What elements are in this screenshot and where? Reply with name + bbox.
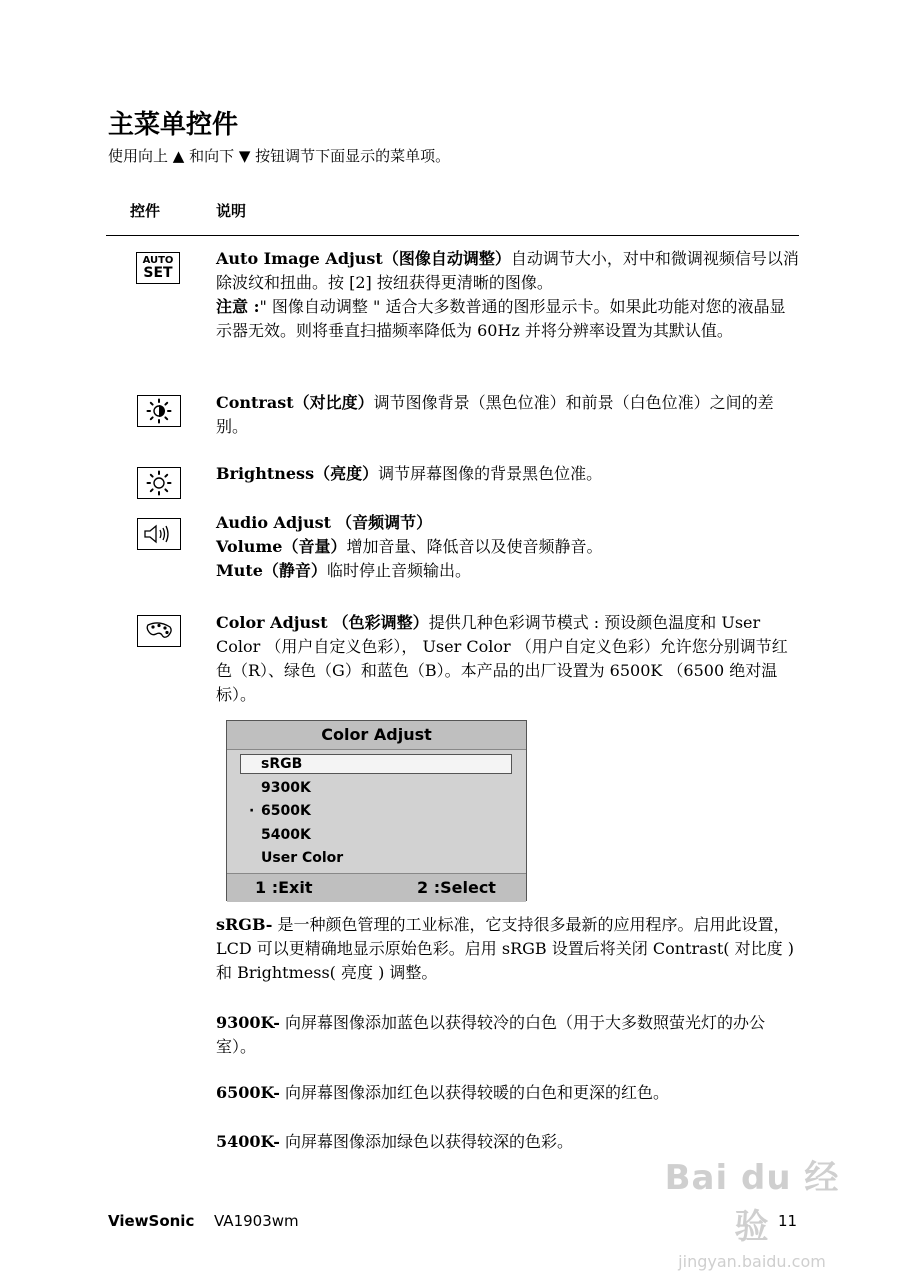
item-name: Brightness <box>216 464 315 483</box>
term: 9300K- <box>216 1013 280 1032</box>
osd-option-6500k[interactable]: 6500K <box>261 803 311 819</box>
osd-select-hint: 2 :Select <box>417 878 496 897</box>
volume-text: 增加音量、降低音以及使音频静音。 <box>346 537 603 556</box>
sun-icon <box>146 398 172 424</box>
osd-option-srgb[interactable]: sRGB <box>261 756 303 772</box>
term-text: 向屏幕图像添加红色以获得较暖的白色和更深的红色。 <box>279 1083 670 1102</box>
contrast-description <box>216 391 800 439</box>
mute-text: 临时停止音频输出。 <box>326 561 471 580</box>
brightness-sun-icon <box>137 467 181 499</box>
auto-image-adjust-description <box>216 247 800 295</box>
palette-icon <box>142 619 176 643</box>
term-text: 向屏幕图像添加蓝色以获得较冷的白色（用于大多数照萤光灯的办公室）。 <box>216 1013 766 1056</box>
audio-adjust-description <box>216 511 800 583</box>
auto-icon-line1: AUTO <box>142 255 174 266</box>
note-text: " 图像自动调整 " 适合大多数普通的图形显示卡。如果此功能对您的液晶显示器无效。则将垂直扫描频率降低为 60Hz 并将分辨率设置为其默认值。 <box>216 297 786 340</box>
item-name-cn: （图像自动调整） <box>382 249 511 268</box>
column-header-control: 控件 <box>130 202 161 220</box>
baidu-watermark <box>652 1150 852 1271</box>
brightness-description <box>216 462 800 486</box>
item-name: Contrast <box>216 393 294 412</box>
speaker-icon <box>141 523 177 545</box>
term: sRGB- <box>216 915 273 934</box>
audio-speaker-icon <box>137 518 181 550</box>
item-name: Color Adjust <box>216 613 328 632</box>
item-text: 提供几种色彩调节模式 : 预设颜色温度和 User Color （用户自定义色彩）， User Color （用户自定义色彩）允许您分别调节红色（R）、绿色（G）和蓝色（B）。本产品的出厂设置为 6500K （6500 绝对温标）。 <box>216 613 788 704</box>
column-header-description: 说明 <box>216 202 247 220</box>
osd-current-marker: · <box>249 803 255 819</box>
osd-exit-hint: 1 :Exit <box>255 878 313 897</box>
volume-name: Volume <box>216 537 283 556</box>
item-name: Auto Image Adjust <box>216 249 383 268</box>
item-text: 调节图像背景（黑色位准）和前景（白色位准）之间的差别。 <box>216 393 774 436</box>
osd-option-user-color[interactable]: User Color <box>261 850 344 866</box>
mute-name-cn: （静音） <box>262 561 327 580</box>
osd-option-5400k[interactable]: 5400K <box>261 827 311 843</box>
volume-name-cn: （音量） <box>282 537 347 556</box>
item-name-cn: （对比度） <box>293 393 374 412</box>
term-text: 是一种颜色管理的工业标准，它支持很多最新的应用程序。启用此设置， LCD 可以更精确地显示原始色彩。启用 sRGB 设置后将关闭 Contrast( 对比度 ) 和 Brightmess( 亮度 ) 调整。 <box>216 915 794 982</box>
watermark-logo: Bai du 经验 <box>664 1158 840 1247</box>
intro-text: 使用向上 ▲ 和向下 ▼ 按钮调节下面显示的菜单项。 <box>108 147 451 165</box>
page-number: 11 <box>778 1212 798 1230</box>
auto-set-icon <box>136 252 180 284</box>
color-adjust-osd-menu <box>226 720 527 901</box>
sun-icon <box>146 470 172 496</box>
color-adjust-description <box>216 611 800 707</box>
item-name-cn: （亮度） <box>314 464 379 483</box>
footer-brand: ViewSonic <box>108 1212 195 1230</box>
auto-image-adjust-note <box>216 295 800 343</box>
header-divider <box>106 235 799 236</box>
term-text: 向屏幕图像添加绿色以获得较深的色彩。 <box>279 1132 574 1151</box>
osd-title: Color Adjust <box>227 721 526 750</box>
term: 6500K- <box>216 1083 280 1102</box>
osd-option-9300k[interactable]: 9300K <box>261 780 311 796</box>
item-text: 调节屏幕图像的背景黑色位准。 <box>378 464 603 483</box>
color-palette-icon <box>137 615 181 647</box>
contrast-sun-icon <box>137 395 181 427</box>
page-title: 主菜单控件 <box>108 110 239 140</box>
srgb-description <box>216 913 800 985</box>
osd-footer <box>227 873 526 902</box>
osd-option-list <box>227 750 526 872</box>
mute-name: Mute <box>216 561 263 580</box>
term: 5400K- <box>216 1132 280 1151</box>
item-name: Audio Adjust <box>216 513 331 532</box>
item-name-cn: （音频调节） <box>336 513 433 532</box>
auto-icon-line2: SET <box>143 265 173 281</box>
item-name-cn: （色彩调整） <box>332 613 429 632</box>
footer-model: VA1903wm <box>214 1212 299 1230</box>
note-label: 注意 : <box>216 297 260 316</box>
9300k-description <box>216 1011 800 1059</box>
6500k-description <box>216 1081 800 1105</box>
watermark-url: jingyan.baidu.com <box>678 1252 826 1271</box>
item-text: 自动调节大小，对中和微调视频信号以消除波纹和扭曲。按 [2] 按纽获得更清晰的图像。 <box>216 249 799 292</box>
